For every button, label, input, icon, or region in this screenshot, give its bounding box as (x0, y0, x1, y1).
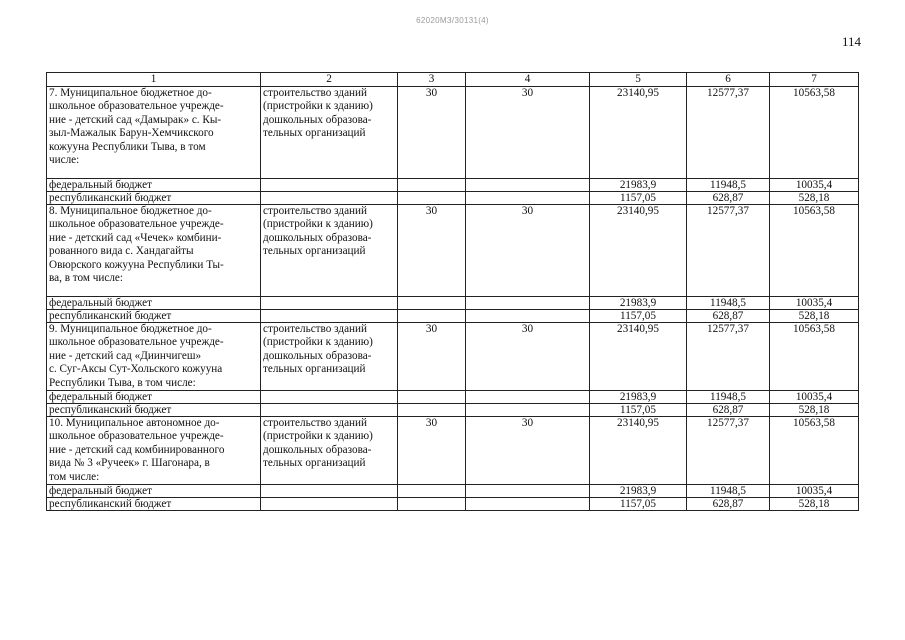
institution-row (47, 205, 859, 297)
amount-cell: 10563,58 (770, 323, 859, 391)
value-cell: 30 (466, 205, 590, 297)
republic-budget-label: республиканский бюджет (47, 192, 261, 205)
federal-amount-cell: 21983,9 (590, 391, 687, 404)
table-body (47, 87, 859, 511)
federal-amount-cell: 21983,9 (590, 485, 687, 498)
empty-cell (261, 485, 398, 498)
empty-cell (398, 404, 466, 417)
republic-budget-label: республиканский бюджет (47, 498, 261, 511)
federal-budget-label: федеральный бюджет (47, 485, 261, 498)
value-cell: 30 (398, 323, 466, 391)
empty-cell (261, 297, 398, 310)
institution-name-cell: 10. Муниципальное автономное до- школьное образовательное учрежде- ние - детский сад комбинированного вида № 3 «Ручеек» г. Шагонара, в том числе: (47, 417, 261, 485)
republic-amount-cell: 528,18 (770, 192, 859, 205)
value-cell: 30 (398, 205, 466, 297)
amount-total-cell: 23140,95 (590, 417, 687, 485)
document-code: 62020МЗ/30131(4) (416, 16, 489, 25)
republic-amount-cell: 1157,05 (590, 404, 687, 417)
institution-row (47, 417, 859, 485)
empty-cell (466, 391, 590, 404)
amount-cell: 12577,37 (687, 205, 770, 297)
federal-amount-cell: 11948,5 (687, 179, 770, 192)
republic-amount-cell: 1157,05 (590, 498, 687, 511)
empty-cell (466, 404, 590, 417)
empty-cell (466, 485, 590, 498)
republic-amount-cell: 628,87 (687, 404, 770, 417)
budget-table (46, 72, 859, 511)
value-cell: 30 (466, 417, 590, 485)
republic-budget-label: республиканский бюджет (47, 404, 261, 417)
empty-cell (466, 297, 590, 310)
column-header: 3 (398, 73, 466, 87)
empty-cell (466, 192, 590, 205)
empty-cell (398, 192, 466, 205)
empty-cell (261, 310, 398, 323)
column-header: 1 (47, 73, 261, 87)
republic-amount-cell: 528,18 (770, 310, 859, 323)
institution-row (47, 323, 859, 391)
purpose-cell: строительство зданий (пристройки к зданию) дошкольных образова- тельных организаций (261, 417, 398, 485)
federal-amount-cell: 21983,9 (590, 179, 687, 192)
purpose-cell: строительство зданий (пристройки к зданию) дошкольных образова- тельных организаций (261, 205, 398, 297)
republic-amount-cell: 528,18 (770, 498, 859, 511)
institution-row (47, 87, 859, 179)
empty-cell (261, 391, 398, 404)
federal-budget-row (47, 485, 859, 498)
column-header: 7 (770, 73, 859, 87)
column-header: 5 (590, 73, 687, 87)
empty-cell (398, 297, 466, 310)
empty-cell (261, 179, 398, 192)
column-number-row (47, 73, 859, 87)
federal-amount-cell: 11948,5 (687, 297, 770, 310)
republic-amount-cell: 628,87 (687, 192, 770, 205)
amount-cell: 12577,37 (687, 87, 770, 179)
value-cell: 30 (398, 87, 466, 179)
federal-budget-label: федеральный бюджет (47, 297, 261, 310)
federal-budget-label: федеральный бюджет (47, 179, 261, 192)
empty-cell (261, 404, 398, 417)
amount-total-cell: 23140,95 (590, 205, 687, 297)
value-cell: 30 (466, 323, 590, 391)
republic-amount-cell: 528,18 (770, 404, 859, 417)
page-number: 114 (842, 34, 862, 49)
column-header: 6 (687, 73, 770, 87)
empty-cell (398, 179, 466, 192)
amount-cell: 12577,37 (687, 417, 770, 485)
republic-amount-cell: 1157,05 (590, 310, 687, 323)
column-header: 2 (261, 73, 398, 87)
institution-name-cell: 8. Муниципальное бюджетное до- школьное образовательное учрежде- ние - детский сад «Чечек» комбини- рованного вида с. Хандагайты Овюрского кожууна Республики Ты- ва, в том числе: (47, 205, 261, 297)
empty-cell (398, 310, 466, 323)
amount-cell: 12577,37 (687, 323, 770, 391)
federal-amount-cell: 10035,4 (770, 485, 859, 498)
empty-cell (466, 310, 590, 323)
republic-budget-label: республиканский бюджет (47, 310, 261, 323)
amount-total-cell: 23140,95 (590, 323, 687, 391)
republic-amount-cell: 628,87 (687, 498, 770, 511)
institution-name-cell: 9. Муниципальное бюджетное до- школьное образовательное учрежде- ние - детский сад «Диинчигеш» с. Суг-Аксы Сут-Хольского кожууна Республики Тыва, в том числе: (47, 323, 261, 391)
institution-name-cell: 7. Муниципальное бюджетное до- школьное образовательное учрежде- ние - детский сад «Дамырак» с. Кы- зыл-Мажалык Барун-Хемчикского кожууна Республики Тыва, в том числе: (47, 87, 261, 179)
empty-cell (261, 192, 398, 205)
value-cell: 30 (466, 87, 590, 179)
amount-total-cell: 23140,95 (590, 87, 687, 179)
purpose-cell: строительство зданий (пристройки к зданию) дошкольных образова- тельных организаций (261, 323, 398, 391)
republic-budget-row (47, 498, 859, 511)
amount-cell: 10563,58 (770, 87, 859, 179)
federal-amount-cell: 10035,4 (770, 297, 859, 310)
empty-cell (398, 498, 466, 511)
column-header: 4 (466, 73, 590, 87)
amount-cell: 10563,58 (770, 205, 859, 297)
empty-cell (398, 391, 466, 404)
republic-budget-row (47, 404, 859, 417)
republic-amount-cell: 1157,05 (590, 192, 687, 205)
federal-amount-cell: 11948,5 (687, 485, 770, 498)
federal-amount-cell: 21983,9 (590, 297, 687, 310)
value-cell: 30 (398, 417, 466, 485)
empty-cell (466, 179, 590, 192)
federal-amount-cell: 10035,4 (770, 179, 859, 192)
empty-cell (261, 498, 398, 511)
federal-amount-cell: 10035,4 (770, 391, 859, 404)
amount-cell: 10563,58 (770, 417, 859, 485)
purpose-cell: строительство зданий (пристройки к зданию) дошкольных образова- тельных организаций (261, 87, 398, 179)
federal-budget-label: федеральный бюджет (47, 391, 261, 404)
republic-amount-cell: 628,87 (687, 310, 770, 323)
republic-budget-row (47, 310, 859, 323)
federal-amount-cell: 11948,5 (687, 391, 770, 404)
republic-budget-row (47, 192, 859, 205)
empty-cell (398, 485, 466, 498)
empty-cell (466, 498, 590, 511)
federal-budget-row (47, 179, 859, 192)
federal-budget-row (47, 391, 859, 404)
federal-budget-row (47, 297, 859, 310)
